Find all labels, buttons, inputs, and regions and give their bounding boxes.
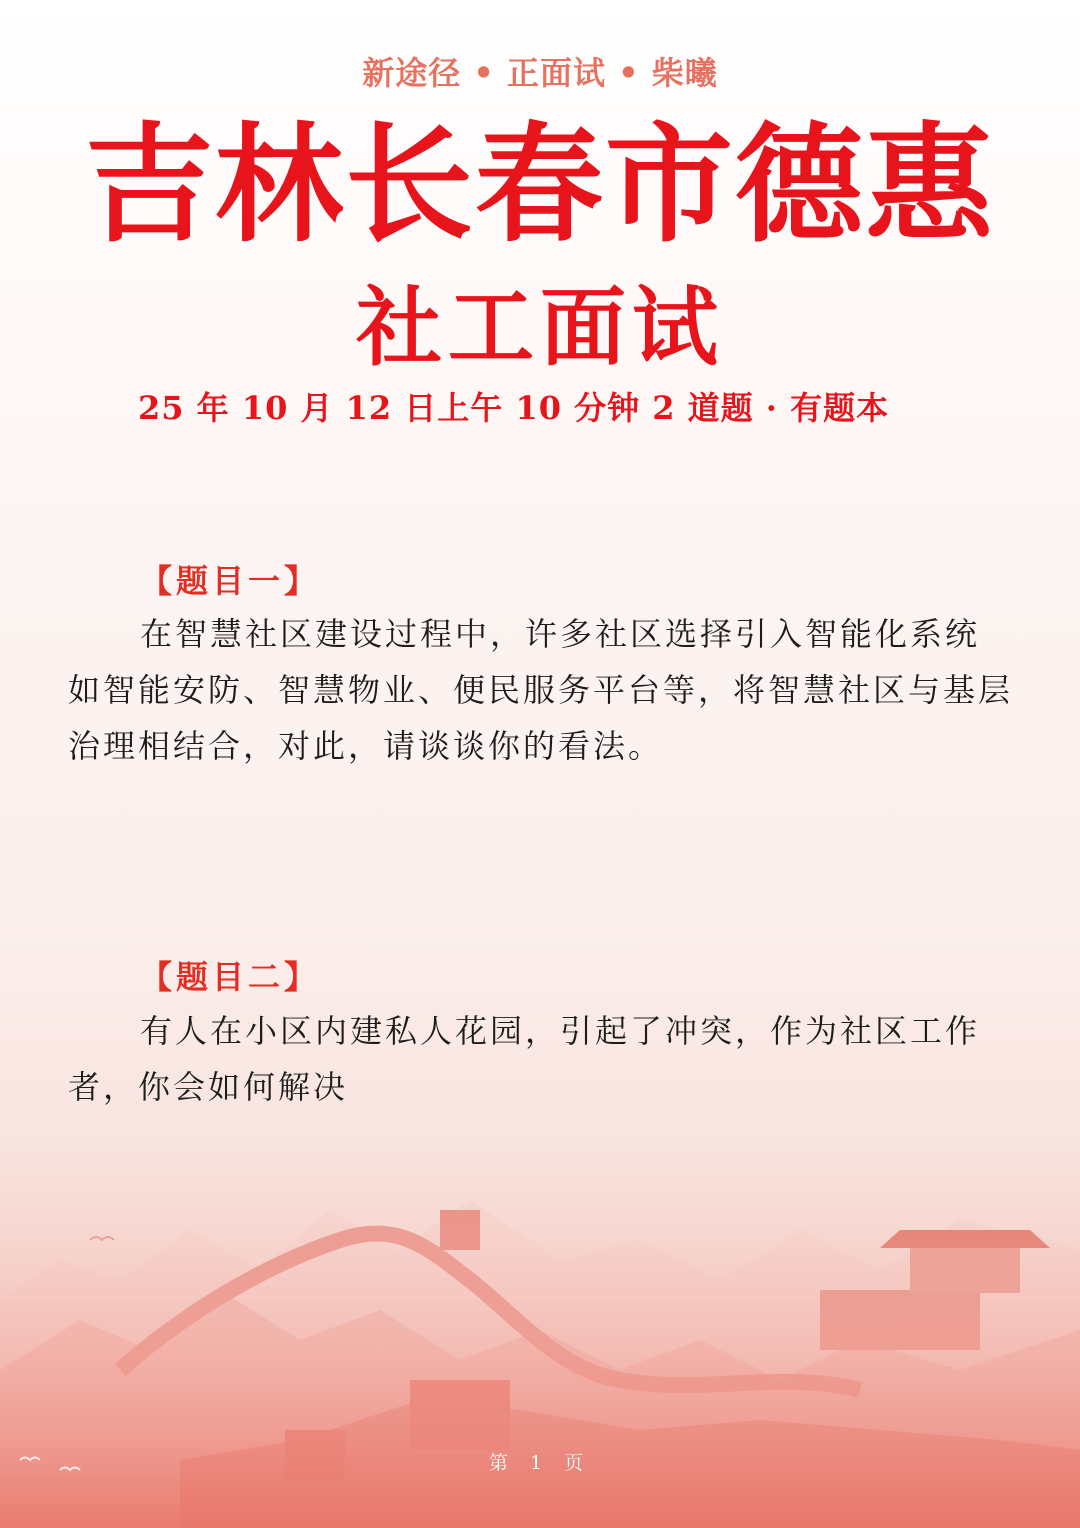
exam-info: 25 年 10 月 12 日上午 10 分钟 2 道题 · 有题本: [138, 389, 890, 427]
brand-line: 新途径 • 正面试 • 柴曦: [362, 54, 718, 92]
question-1-text: 在智慧社区建设过程中，许多社区选择引入智能化系统如智能安防、智慧物业、便民服务平台等，将智慧社区与基层治理相结合，对此，请谈谈你的看法。: [68, 615, 1014, 765]
main-title: 吉林长春市德惠: [84, 110, 995, 260]
question-2-heading: 【题目二】: [140, 958, 321, 996]
page-number: 第 1 页: [488, 1452, 592, 1474]
question-1-heading: 【题目一】: [140, 562, 321, 600]
sub-title: 社工面试: [356, 277, 724, 378]
question-2-text: 有人在小区内建私人花园，引起了冲突，作为社区工作者，你会如何解决: [68, 1012, 981, 1106]
